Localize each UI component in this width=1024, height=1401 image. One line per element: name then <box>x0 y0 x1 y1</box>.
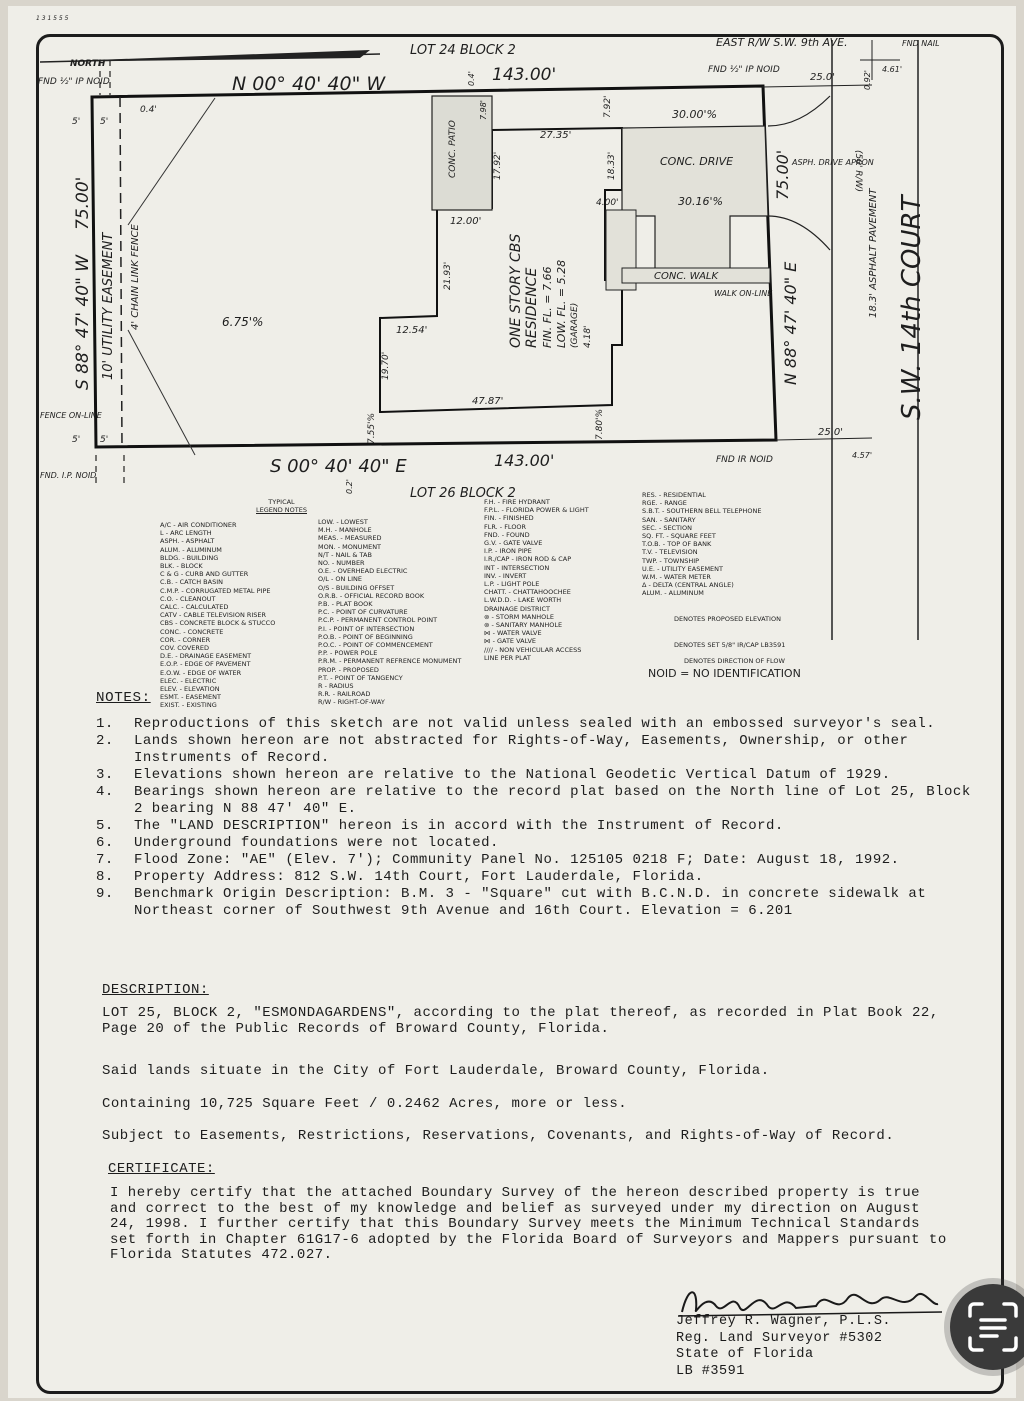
legend-entry: D.E. - DRAINAGE EASEMENT <box>160 652 252 661</box>
lot-26-label: LOT 26 BLOCK 2 <box>410 486 516 501</box>
dim-label: 18.33' <box>607 151 617 180</box>
note-number: 7. <box>96 852 114 868</box>
note-text: Lands shown hereon are not abstracted for Rights-of-Way, Easements, Ownership, or other Instruments of Record. <box>134 733 909 766</box>
legend-set-rod: DENOTES SET 5/8" IR/CAP LB3591 <box>674 641 786 649</box>
legend-entry: CALC. - CALCULATED <box>160 603 229 612</box>
legend-entry: R - RADIUS <box>318 682 354 691</box>
note-text: Property Address: 812 S.W. 14th Court, Fort Lauderdale, Florida. <box>134 869 704 885</box>
legend-entry: O/L - ON LINE <box>318 575 362 584</box>
description-paragraph: Subject to Easements, Restrictions, Reservations, Covenants, and Rights-of-Way of Record. <box>102 1128 895 1144</box>
legend-entry: ⊚ - STORM MANHOLE <box>484 612 554 621</box>
legend-entry: E.O.W. - EDGE OF WATER <box>160 668 242 677</box>
svg-text:4.18': 4.18' <box>583 325 593 348</box>
dim-label: 4.00' <box>596 198 619 208</box>
legend-entry: CATV - CABLE TELEVISION RISER <box>160 611 267 620</box>
asphalt-pavement-label: 18.3' ASPHALT PAVEMENT <box>868 188 879 318</box>
svg-text:LOW. FL. = 5.28: LOW. FL. = 5.28 <box>555 259 568 348</box>
utility-easement-line <box>120 97 122 447</box>
legend-entry: C.B. - CATCH BASIN <box>160 578 223 587</box>
note-text: Reproductions of this sketch are not valid unless sealed with an embossed surveyor's seal. <box>134 716 936 732</box>
note-item <box>96 716 976 733</box>
legend-noid: NOID = NO IDENTIFICATION <box>648 667 801 680</box>
note-number: 8. <box>96 869 114 885</box>
legend-entry: O/S - BUILDING OFFSET <box>318 583 395 592</box>
legend-entry: P.O.B. - POINT OF BEGINNING <box>318 632 413 641</box>
fnd-ip-topright: FND ½" IP NOID <box>708 65 780 75</box>
legend-entry: ALUM. - ALUMINUM <box>642 589 704 598</box>
legend-col-1 <box>160 521 275 710</box>
notes-list <box>96 716 976 920</box>
dim-label: 47.87' <box>472 396 504 407</box>
dim-label: 21.93' <box>443 261 453 290</box>
note-number: 4. <box>96 784 114 800</box>
legend-entry: R/W - RIGHT-OF-WAY <box>318 698 385 707</box>
legend-entry: L - ARC LENGTH <box>160 529 212 538</box>
legend-entry: T.O.B. - TOP OF BANK <box>642 540 712 549</box>
legend-entry: BLK. - BLOCK <box>160 562 203 571</box>
note-text: Underground foundations were not located. <box>134 835 499 851</box>
fence-online-label: FENCE ON-LINE <box>40 411 102 420</box>
legend-entry: T.V. - TELEVISION <box>642 548 698 557</box>
dim-label: 12.00' <box>450 216 482 227</box>
legend-entry: L.P. - LIGHT POLE <box>484 580 540 589</box>
legend-entry: TWP. - TOWNSHIP <box>642 556 700 565</box>
dim-label: 7.92' <box>603 95 613 118</box>
legend-entry: FIN. - FINISHED <box>484 514 534 523</box>
dim-label: 25.0' <box>810 72 836 83</box>
description-paragraph: Said lands situate in the City of Fort Lauderdale, Broward County, Florida. <box>102 1063 770 1079</box>
note-number: 9. <box>96 886 114 902</box>
legend-entry: COV. COVERED <box>160 644 210 653</box>
legend-title-line: LEGEND NOTES <box>256 506 307 515</box>
legend-entry: ⋈ - WATER VALVE <box>484 629 542 638</box>
legend-entry: R.R. - RAILROAD <box>318 690 371 699</box>
legend-entry: C & G - CURB AND GUTTER <box>160 570 249 579</box>
legend-entry: O.E. - OVERHEAD ELECTRIC <box>318 567 408 576</box>
note-item <box>96 852 976 869</box>
legend-entry: SEC. - SECTION <box>642 523 692 532</box>
legend-entry: S.B.T. - SOUTHERN BELL TELEPHONE <box>642 507 762 516</box>
distance-top: 143.00' <box>492 65 557 85</box>
legend-entry: P.R.M. - PERMANENT REFRENCE MONUMENT <box>318 657 462 666</box>
note-text: The "LAND DESCRIPTION" hereon is in accord with the Instrument of Record. <box>134 818 784 834</box>
note-number: 1. <box>96 716 114 732</box>
dim-label: 5' <box>100 117 109 127</box>
residence-label <box>508 234 593 348</box>
note-item <box>96 886 976 920</box>
dim-label: 4.57' <box>852 451 873 460</box>
fnd-ir-bottomright: FND IR NOID <box>716 455 773 465</box>
legend-entry: PROP. - PROPOSED <box>318 665 379 674</box>
legend-entry: N/T - NAIL & TAB <box>318 550 372 559</box>
surveyor-name: Jeffrey R. Wagner, P.L.S. <box>676 1314 892 1329</box>
legend-flow: DENOTES DIRECTION OF FLOW <box>684 657 785 665</box>
certificate-text: I hereby certify that the attached Boundary Survey of the hereon described property is true and correct to the best of my knowledge and belief as surveyed under my direction on August 24, 1998. I further certify that this Boundary Survey meets the Minimum Technical Standards set forth in Chapter 61G17-6 adopted by the Florida Board of Surveyors and Mappers pursuant to Florida Statutes 472.027. <box>110 1185 947 1263</box>
legend-entry: ELEV. - ELEVATION <box>160 685 220 694</box>
legend-col-3 <box>484 498 589 662</box>
legend-entry: //// - NON VEHICULAR ACCESS <box>484 645 582 654</box>
legend-entry: P.C. - POINT OF CURVATURE <box>318 608 408 617</box>
note-number: 3. <box>96 767 114 783</box>
legend-entry: COR. - CORNER <box>160 635 211 644</box>
legend-entry: Δ - DELTA (CENTRAL ANGLE) <box>642 581 734 590</box>
legend-entry: LINE PER PLAT <box>484 653 531 662</box>
bearing-top: N 00° 40' 40" W <box>232 73 386 95</box>
dim-label: 5' <box>100 435 109 445</box>
note-item <box>96 733 976 767</box>
description-paragraph: LOT 25, BLOCK 2, "ESMONDAGARDENS", according to the plat thereof, as recorded in Plat Book 22, Page 20 of the Public Records of Broward County, Florida. <box>102 1005 939 1037</box>
legend-entry: P.I. - POINT OF INTERSECTION <box>318 624 415 633</box>
street-name: S.W. 14th COURT <box>897 195 927 420</box>
north-arrow-icon <box>40 50 380 69</box>
dim-label: 0.4' <box>467 71 476 86</box>
dim-label: 7.55'% <box>367 412 377 444</box>
dim-label: 0.2' <box>345 479 354 494</box>
lot-24-label: LOT 24 BLOCK 2 <box>410 43 516 58</box>
surveyor-reg: Reg. Land Surveyor #5302 <box>676 1330 883 1346</box>
dim-label: 30.16'% <box>678 195 723 208</box>
asph-apron-label: ASPH. DRIVE APRON <box>792 158 874 167</box>
legend-entry: P.B. - PLAT BOOK <box>318 600 373 609</box>
distance-right: 75.00' <box>773 149 792 200</box>
bearing-left: S 88° 47' 40" W <box>73 254 93 390</box>
legend-entry: P.T. - POINT OF TANGENCY <box>318 673 403 682</box>
legend-entry: ASPH. - ASPHALT <box>160 537 215 546</box>
legend-entry: P.C.P. - PERMANENT CONTROL POINT <box>318 616 438 625</box>
legend-entry: I.P. - IRON PIPE <box>484 547 532 556</box>
legend-entry: INV. - INVERT <box>484 571 527 580</box>
svg-text:RESIDENCE: RESIDENCE <box>524 267 540 348</box>
dim-label: 5' <box>72 117 81 127</box>
conc-patio-label: CONC. PATIO <box>448 120 458 178</box>
dim-label: 7.80'% <box>595 408 605 440</box>
legend-entry: ⊚ - SANITARY MANHOLE <box>484 621 563 630</box>
legend-entry: MEAS. - MEASURED <box>318 534 382 543</box>
legend-entry: C.O. - CLEANOUT <box>160 594 216 603</box>
legend-entry: DRAINAGE DISTRICT <box>484 604 550 613</box>
dim-label: 4.61' <box>882 65 903 74</box>
legend-entry: P.P. - POWER POLE <box>318 649 378 658</box>
signature-block <box>676 1314 891 1380</box>
dim-label: 0.4' <box>140 105 157 115</box>
note-item <box>96 835 976 852</box>
legend-entry: RGE. - RANGE <box>642 499 687 508</box>
legend-title <box>256 498 307 514</box>
legend-entry: FND. - FOUND <box>484 530 530 539</box>
legend-entry: ESMT. - EASEMENT <box>160 693 221 702</box>
legend-entry: M.H. - MANHOLE <box>318 526 372 535</box>
legend-entry: ELEC. - ELECTRIC <box>160 676 217 685</box>
legend-entry: CBS - CONCRETE BLOCK & STUCCO <box>160 619 276 628</box>
scan-text-icon <box>964 1298 1022 1356</box>
legend-entry: F.P.L. - FLORIDA POWER & LIGHT <box>484 506 589 515</box>
rw-50-label: (50' R/W) <box>853 150 863 192</box>
dim-label: 0.92' <box>863 69 872 90</box>
bearing-right: N 88° 47' 40" E <box>781 261 800 385</box>
lot-elevation: 6.75'% <box>222 315 264 329</box>
east-rw-label: EAST R/W S.W. 9th AVE. <box>716 36 848 49</box>
legend-entry: EXIST. - EXISTING <box>160 701 217 710</box>
distance-bottom: 143.00' <box>494 451 555 470</box>
legend-entry: MON. - MONUMENT <box>318 542 382 551</box>
conc-walk-label: CONC. WALK <box>654 271 719 282</box>
description-title: DESCRIPTION: <box>102 982 209 998</box>
legend-entry: P.O.C. - POINT OF COMMENCEMENT <box>318 641 433 650</box>
dim-label: 27.35' <box>540 130 572 141</box>
walk-online-label: WALK ON-LINE <box>714 289 773 298</box>
bearing-bottom: S 00° 40' 40" E <box>270 456 407 477</box>
legend-col-4 <box>642 491 761 598</box>
legend-entry: FLR. - FLOOR <box>484 522 527 531</box>
legend-entry: BLDG. - BUILDING <box>160 553 219 562</box>
note-item <box>96 869 976 886</box>
dim-label: 12.54' <box>396 325 428 336</box>
svg-text:(GARAGE): (GARAGE) <box>570 302 580 348</box>
surveyor-lb: LB #3591 <box>676 1363 745 1379</box>
dim-label: 17.92' <box>493 151 503 180</box>
note-item <box>96 818 976 835</box>
legend-entry: C.M.P. - CORRUGATED METAL PIPE <box>160 586 271 595</box>
north-label: NORTH <box>70 59 106 69</box>
legend-entry: E.O.P. - EDGE OF PAVEMENT <box>160 660 251 669</box>
distance-left: 75.00' <box>73 176 93 230</box>
notes-title: NOTES: <box>96 690 151 706</box>
legend-entry: U.E. - UTILITY EASEMENT <box>642 564 723 573</box>
dim-label: 5' <box>72 435 81 445</box>
legend-entry: ⋈ - GATE VALVE <box>484 637 537 646</box>
note-item <box>96 767 976 784</box>
legend-entry: G.V. - GATE VALVE <box>484 539 543 548</box>
legend-entry: LOW. - LOWEST <box>318 518 368 526</box>
description-paragraph: Containing 10,725 Square Feet / 0.2462 Acres, more or less. <box>102 1096 628 1112</box>
svg-text:ONE STORY CBS: ONE STORY CBS <box>508 233 524 348</box>
legend-title-line: TYPICAL <box>268 498 295 506</box>
legend-entry: CHATT. - CHATTAHOOCHEE <box>484 588 571 597</box>
note-text: Benchmark Origin Description: B.M. 3 - "Square" cut with B.C.N.D. in concrete sidewalk at Northeast corner of Southwest 9th Avenue and 16th Court. Elevation = 6.201 <box>134 886 927 919</box>
legend-entry: L.W.D.D. - LAKE WORTH <box>484 596 562 605</box>
note-item <box>96 784 976 818</box>
legend-entry: W.M. - WATER METER <box>642 573 711 582</box>
note-text: Bearings shown hereon are relative to the record plat based on the North line of Lot 25, Block 2 bearing N 88 47' 40" E. <box>134 784 971 817</box>
dim-label: 30.00'% <box>672 108 717 121</box>
legend-entry: INT - INTERSECTION <box>484 563 550 572</box>
surveyor-state: State of Florida <box>676 1347 814 1362</box>
legend-entry: SAN. - SANITARY <box>642 515 696 524</box>
note-text: Flood Zone: "AE" (Elev. 7'); Community Panel No. 125105 0218 F; Date: August 18, 1992. <box>134 852 900 868</box>
legend-entry: SQ. FT. - SQUARE FEET <box>642 532 716 541</box>
note-text: Elevations shown hereon are relative to the National Geodetic Vertical Datum of 1929. <box>134 767 891 783</box>
fnd-ip-bottomleft: FND. I.P. NOID <box>40 471 97 480</box>
legend-proposed-elevation: DENOTES PROPOSED ELEVATION <box>674 615 781 623</box>
legend-entry: RES. - RESIDENTIAL <box>642 491 706 499</box>
legend-entry: NO. - NUMBER <box>318 559 365 568</box>
legend-entry: ALUM. - ALUMINUM <box>160 545 222 554</box>
certificate-title: CERTIFICATE: <box>108 1161 215 1177</box>
utility-easement-label: 10' UTILITY EASEMENT <box>101 232 116 380</box>
legend-entry: I.R./CAP - IRON ROD & CAP <box>484 555 572 564</box>
note-number: 6. <box>96 835 114 851</box>
chain-fence-label: 4' CHAIN LINK FENCE <box>130 224 141 330</box>
legend-entry: CONC. - CONCRETE <box>160 627 224 636</box>
note-number: 5. <box>96 818 114 834</box>
dim-label: 25.0' <box>818 427 844 438</box>
fnd-ip-topleft: FND ½" IP NOID <box>38 77 110 87</box>
legend-entry: O.R.B. - OFFICIAL RECORD BOOK <box>318 591 425 600</box>
svg-text:FIN. FL. = 7.66: FIN. FL. = 7.66 <box>541 266 554 348</box>
header-mark: 1 3 1 5 5 5 <box>36 15 69 22</box>
legend-entry: F.H. - FIRE HYDRANT <box>484 498 550 506</box>
dim-label: 19.70' <box>381 351 391 380</box>
legend-col-2 <box>318 518 461 707</box>
dim-label: 7.98' <box>479 99 488 120</box>
fnd-nail-label: FND NAIL <box>902 39 940 48</box>
legend-entry: A/C - AIR CONDITIONER <box>160 521 237 529</box>
note-number: 2. <box>96 733 114 749</box>
conc-drive-label: CONC. DRIVE <box>660 155 734 168</box>
